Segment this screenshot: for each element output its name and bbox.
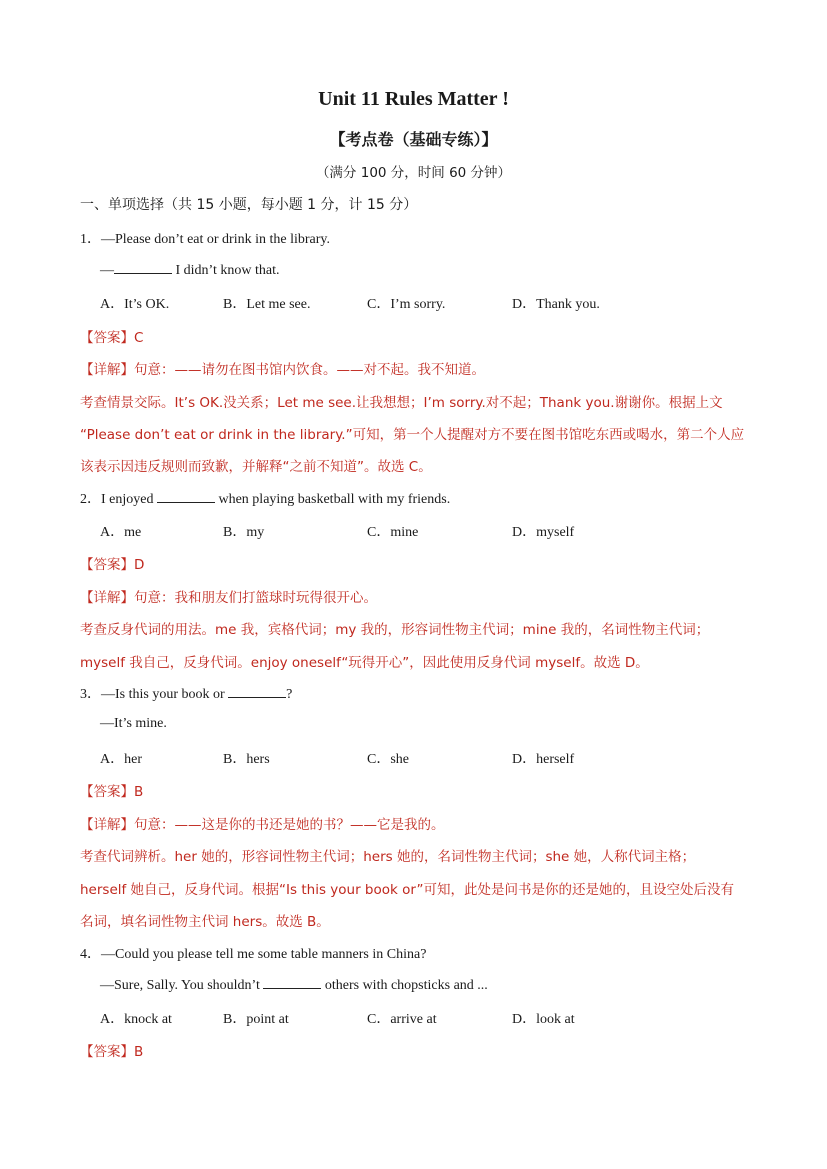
q2-detail-2: 考查反身代词的用法。me 我，宾格代词；my 我的，形容词性物主代词；mine 我的，名词性物主代词； xyxy=(80,622,710,638)
q1-line2 xyxy=(100,261,279,279)
q1-detail-1: 【详解】句意：——请勿在图书馆内饮食。——对不起。我不知道。 xyxy=(80,362,485,378)
q3-stem-post: ? xyxy=(286,687,293,702)
exam-meta: （满分 100 分，时间 60 分钟） xyxy=(315,165,512,181)
q2-blank xyxy=(157,490,215,503)
q3-detail-3: herself 她自己，反身代词。根据“Is this your book or”可知，此处是问书是你的还是她的，且设空处后没有 xyxy=(80,882,734,898)
q2-detail-3: myself 我自己，反身代词。enjoy oneself“玩得开心”，因此使用反身代词 myself。故选 D。 xyxy=(80,655,649,671)
q4-answer: 【答案】B xyxy=(80,1044,144,1060)
q3-stem xyxy=(80,683,292,703)
q4-line2-post: others with chopsticks and ... xyxy=(321,978,488,993)
q1-option-c: C．I’m sorry. xyxy=(367,297,446,312)
q1-stem: 1．—Please don’t eat or drink in the library. xyxy=(80,232,330,247)
q3-option-c: C．she xyxy=(367,752,409,767)
q3-option-b: B．hers xyxy=(223,752,270,767)
q3-detail-1: 【详解】句意：——这是你的书还是她的书？——它是我的。 xyxy=(80,817,445,833)
q3-option-a: A．her xyxy=(100,752,142,767)
q1-line2-pre: — xyxy=(100,263,114,278)
q2-stem-post: when playing basketball with my friends. xyxy=(214,492,451,507)
section-heading: 一、单项选择（共 15 小题，每小题 1 分，计 15 分） xyxy=(80,197,418,213)
q3-answer: 【答案】B xyxy=(80,784,144,800)
q4-line2 xyxy=(100,976,488,994)
q1-detail-3: “Please don’t eat or drink in the library.”可知，第一个人提醒对方不要在图书馆吃东西或喝水，第二个人应 xyxy=(80,427,745,443)
q2-option-d: D．myself xyxy=(512,525,575,540)
q2-stem-pre: 2．I enjoyed xyxy=(80,492,157,507)
q3-blank xyxy=(228,685,286,698)
q1-detail-2: 考查情景交际。It’s OK.没关系；Let me see.让我想想；I’m sorry.对不起；Thank you.谢谢你。根据上文 xyxy=(80,395,723,411)
q1-option-d: D．Thank you. xyxy=(512,297,600,312)
q1-line2-post: I didn’t know that. xyxy=(172,263,280,278)
q2-detail-1: 【详解】句意：我和朋友们打篮球时玩得很开心。 xyxy=(80,590,377,606)
q4-option-a: A．knock at xyxy=(100,1012,172,1027)
q3-line2: —It’s mine. xyxy=(100,716,167,731)
q3-stem-pre: 3．—Is this your book or xyxy=(80,687,229,702)
q1-blank xyxy=(114,261,172,274)
q4-line2-pre: —Sure, Sally. You shouldn’t xyxy=(100,978,264,993)
page-subtitle: 【考点卷（基础专练）】 xyxy=(329,130,498,149)
q2-stem xyxy=(80,488,450,508)
q4-stem: 4．—Could you please tell me some table manners in China? xyxy=(80,947,427,962)
q2-option-b: B．my xyxy=(223,525,265,540)
q4-blank xyxy=(263,976,321,989)
q2-option-c: C．mine xyxy=(367,525,419,540)
q3-detail-2: 考查代词辨析。her 她的，形容词性物主代词；hers 她的，名词性物主代词；she 她，人称代词主格； xyxy=(80,849,696,865)
q4-option-c: C．arrive at xyxy=(367,1012,437,1027)
q2-option-a: A．me xyxy=(100,525,142,540)
q4-option-b: B．point at xyxy=(223,1012,289,1027)
q3-detail-4: 名词，填名词性物主代词 hers。故选 B。 xyxy=(80,914,330,930)
page-title: Unit 11 Rules Matter ! xyxy=(318,88,509,110)
q4-option-d: D．look at xyxy=(512,1012,575,1027)
q3-option-d: D．herself xyxy=(512,752,575,767)
q2-answer: 【答案】D xyxy=(80,557,145,573)
q1-option-a: A．It’s OK. xyxy=(100,297,170,312)
q1-answer: 【答案】C xyxy=(80,330,144,346)
q1-option-b: B．Let me see. xyxy=(223,297,311,312)
q1-detail-4: 该表示因违反规则而致歉，并解释“之前不知道”。故选 C。 xyxy=(80,459,432,475)
